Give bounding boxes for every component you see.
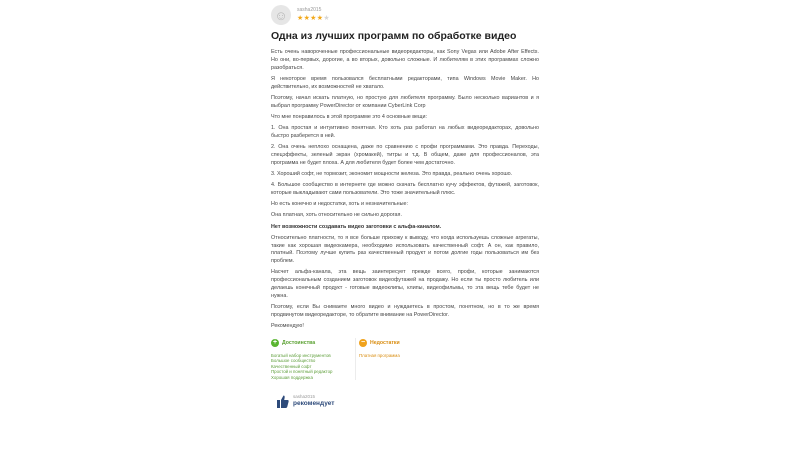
review-paragraph: Рекомендую! (271, 322, 304, 329)
pros-item: Качественный софт (271, 363, 312, 369)
pros-item: Богатый набор инструментов (271, 352, 331, 358)
cons-heading (359, 338, 443, 348)
review-paragraph: Есть очень навороченные профессиональные видеоредакторы, как Sony Vegas или Adobe After Effects. Но они, во-первых, дорогие, а во вторых, довольно сложные. И любителям в этих программах сложно разобраться. (271, 49, 539, 71)
smiley-avatar-icon[interactable]: ☺ (271, 5, 291, 25)
review-paragraph: Поэтому, если Вы снимаете много видео и нуждаетесь в простом, понятном, но в то же время продвинутом видеоредакторе, то обратите внимание на PowerDirector. (271, 303, 539, 318)
review-author[interactable]: sasha2015 (297, 7, 322, 13)
review-paragraph: 1. Она простая и интуитивно понятная. Кто хоть раз работал на любых видеоредакторах, довольно быстро разберется в ней. (271, 125, 539, 139)
review-title: Одна из лучших программ по обработке видео (271, 30, 517, 42)
pros-heading (271, 338, 355, 348)
star-filled-icon: ★ (303, 15, 311, 22)
recommend-author[interactable]: sasha2015 (293, 394, 316, 400)
minus-circle-icon: − (360, 338, 366, 346)
review-paragraph: Я некоторое время пользовался бесплатными редакторами, типа Windows Movie Maker. Но действительно, их возможностей не хватало. (271, 75, 539, 90)
rating-stars (297, 15, 330, 22)
recommend-label: рекомендует (293, 399, 335, 407)
recommend-text (293, 395, 334, 407)
review-paragraph: Поэтому, начал искать платную, но простую для любителя программу. Было несколько вариантов и я выбрал программу PowerDirector от компании CyberLink Corp (271, 94, 539, 109)
review-body (271, 49, 539, 331)
recommend-badge (277, 394, 539, 408)
cons-column (355, 338, 443, 381)
review-paragraph: Но есть конечно и недостатки, хоть и незначительные: (271, 201, 409, 207)
pros-column (271, 338, 355, 381)
pros-item: Большое сообщество (271, 358, 316, 364)
pros-list (271, 353, 355, 381)
pros-item: Простой и понятный редактор (271, 369, 333, 375)
star-empty-icon: ★ (323, 15, 330, 22)
review-paragraph: 3. Хороший софт, не тормозит, экономит мощности железа. Это правда, реально очень хорошо. (271, 170, 513, 177)
review-paragraph: Относительно платности, то я все больше прихожу к выводу, что когда используешь сложные агрегаты, такие как хорошая видеокамера, необходимо использовать качественный софт. А он, как правило, платный. Поэтому лучше купить раз качественный продукт и потом долгие годы пользоваться им без проблем. (271, 234, 539, 264)
review-paragraph: Она платная, хоть относительно не сильно дорогая. (271, 212, 402, 219)
star-filled-icon: ★ (297, 15, 304, 22)
star-filled-icon: ★ (316, 15, 324, 22)
cons-title: Недостатки (370, 339, 400, 346)
review-paragraph: Насчет альфа-канала, эта вещь заинтересует прежде всего, профи, которые занимаются профессиональным созданием заготовок видеофутажей на продажу. Но если ты просто любитель или делаешь конечный продукт - готовые видеоклипы, клипы, видеофильмы, то эта вещь тебе будет не нужна. (271, 269, 539, 299)
pros-cons (271, 338, 539, 381)
plus-circle-icon: + (272, 338, 278, 346)
cons-list (359, 353, 443, 359)
pros-title: Достоинства (282, 339, 316, 346)
review-paragraph: Нет возможности создавать видео заготовки с альфа-каналом. (271, 223, 442, 230)
star-filled-icon: ★ (310, 15, 317, 22)
review-paragraph: 4. Большое сообщество в интернете где можно скачать бесплатно кучу эффектов, футажей, заготовок, которые выкладывают сами пользователи. Это тоже значительный плюс. (271, 182, 539, 196)
review-paragraph: Что мне понравилось в этой программе это 4 основные вещи: (271, 113, 427, 120)
thumbs-up-icon (277, 394, 289, 408)
review-meta (297, 8, 330, 22)
review-card (271, 4, 539, 408)
cons-item: Платная программа (359, 352, 400, 358)
review-paragraph: 2. Она очень неплохо оснащена, даже по сравнению с профи программами. Это правда. Переходы, спецэффекты, зеленый экран (хромакей), титры и т.д. В общем, даже для профессионалов, эта программа не будет плоха. А для любителя будет более чем достаточно. (271, 144, 539, 166)
pros-item: Хорошая поддержка (271, 374, 313, 380)
review-header (271, 4, 539, 26)
